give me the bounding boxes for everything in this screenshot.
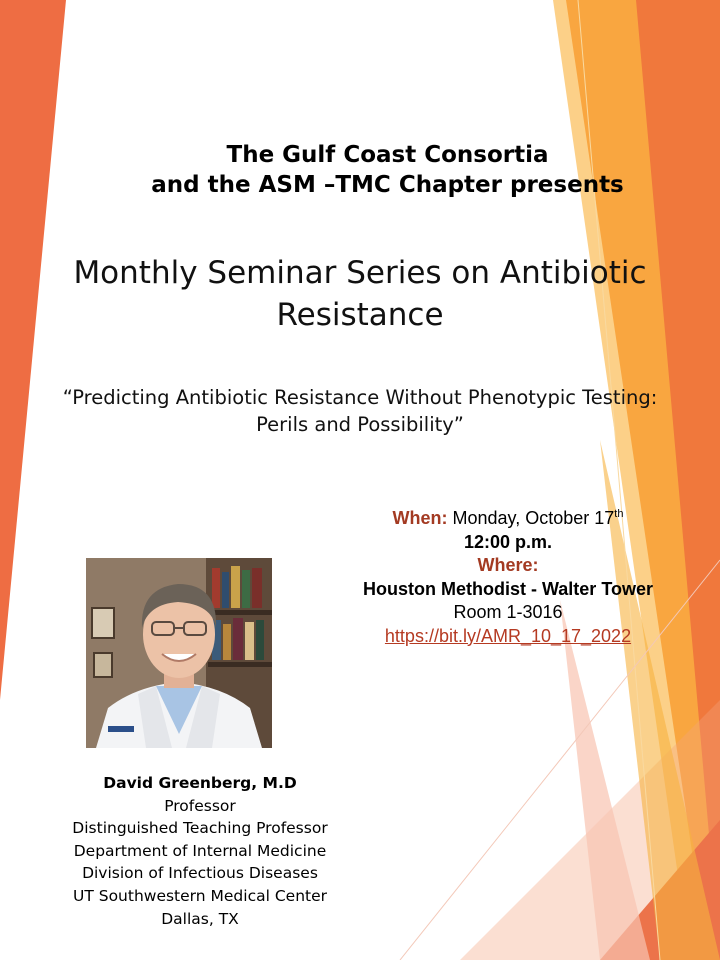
speaker-line-6: Dallas, TX xyxy=(161,909,239,928)
event-time: 12:00 p.m. xyxy=(463,531,553,552)
when-label: When: xyxy=(392,508,448,528)
presenter-line-1: The Gulf Coast Consortia xyxy=(226,142,549,168)
event-date-suffix: th xyxy=(614,508,624,520)
event-room: Room 1-3016 xyxy=(453,602,563,622)
where-label: Where: xyxy=(477,555,539,575)
presenter-heading xyxy=(0,140,720,200)
presenter-line-2: and the ASM –TMC Chapter presents xyxy=(151,172,624,198)
speaker-line-5: UT Southwestern Medical Center xyxy=(72,886,328,905)
series-title: Monthly Seminar Series on Antibiotic Resistance xyxy=(73,255,647,333)
speaker-line-1: Professor xyxy=(164,796,236,815)
speaker-portrait-photo xyxy=(86,558,272,748)
when-row xyxy=(318,507,698,531)
speaker-block xyxy=(40,772,360,930)
speaker-name: David Greenberg, M.D xyxy=(103,774,297,792)
speaker-line-3: Department of Internal Medicine xyxy=(73,841,327,860)
talk-title: “Predicting Antibiotic Resistance Without Phenotypic Testing: Perils and Possibility” xyxy=(62,386,658,436)
event-link[interactable]: https://bit.ly/AMR_10_17_2022 xyxy=(384,625,632,646)
event-venue: Houston Methodist - Walter Tower xyxy=(363,578,653,599)
event-date: Monday, October 17 xyxy=(452,508,615,528)
speaker-line-4: Division of Infectious Diseases xyxy=(82,864,318,883)
event-details xyxy=(318,507,698,648)
speaker-line-2: Distinguished Teaching Professor xyxy=(72,819,328,838)
